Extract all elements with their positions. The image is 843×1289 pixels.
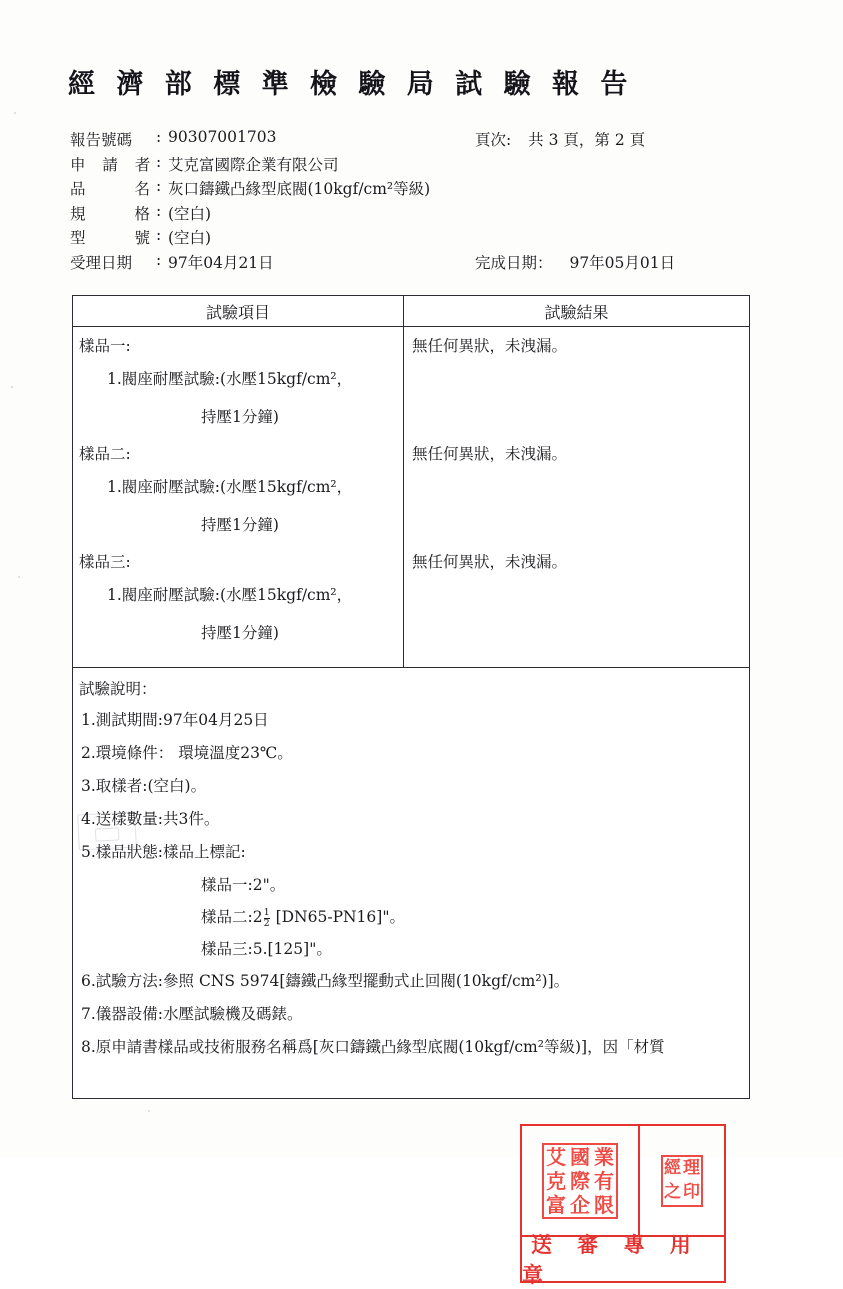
approval-stamp [520,1124,726,1287]
column-header-test-item: 試驗項目 [73,296,404,326]
meta-colon: : [156,250,162,269]
sample-marking-prefix: 樣品一:2" [201,876,270,894]
table-row [73,333,403,441]
table-row [404,549,749,657]
sample-label: 樣品一: [79,337,131,355]
table-body [73,327,749,668]
sample-marking-prefix: 樣品二:2 [201,908,263,926]
test-result-column [404,327,749,667]
sample-label: 樣品二: [79,445,131,463]
page-index-label: 頁次: [475,131,512,149]
stamp-seal-row [522,1126,724,1237]
accept-date-value: 97年04月21日 [168,253,274,272]
completion-date [475,251,675,273]
company-seal-icon [542,1143,618,1219]
sample-marking-suffix: 。 [269,876,286,894]
seal-glyph: 經 [664,1158,681,1178]
meta-row-report-number [70,128,770,153]
test-description-line1: 1.閥座耐壓試驗:(水壓15kgf/cm²， [107,586,353,604]
sample-marking-suffix: [DN65-PN16]"。 [270,908,405,926]
note-item: 2.環境條件： 環境溫度23℃。 [81,744,293,762]
test-description-line2: 持壓1分鐘) [201,624,279,642]
seal-glyph: 印 [683,1182,700,1202]
seal-glyph: 艾 [546,1144,566,1169]
seal-glyph: 富 [546,1192,566,1217]
sample-label: 樣品三: [79,553,131,571]
test-description-line2: 持壓1分鐘) [201,408,279,426]
seal-glyph: 克 [546,1168,566,1193]
stamp-cell-company-seal [522,1126,640,1235]
applicant-value: 艾克富國際企業有限公司 [168,155,339,174]
scan-speck [14,112,16,114]
table-header-row [73,296,749,327]
sample-marking-item [73,901,749,933]
page-title: 經 濟 部 標 準 檢 驗 局 試 驗 報 告 [68,69,634,100]
seal-glyph: 之 [664,1182,681,1202]
seal-glyph: 有 [594,1168,614,1193]
fraction-denominator: 2 [263,917,270,929]
page-index [475,128,645,150]
test-result-value: 無任何異狀，未洩漏。 [412,445,568,463]
personal-seal-icon [661,1155,703,1207]
sample-marking-suffix: 。 [316,940,332,958]
seal-glyph: 業 [594,1144,614,1169]
note-item: 1.測試期間:97年04月25日 [81,711,269,729]
table-row [73,549,403,657]
fraction-half [264,908,270,928]
seal-glyph: 國 [570,1144,590,1169]
model-value: (空白) [168,229,212,247]
stamp-caption: 送 審 專 用 章 [522,1232,700,1287]
meta-colon: : [156,226,162,244]
completion-date-value: 97年05月01日 [569,253,676,272]
test-description-line1: 1.閥座耐壓試驗:(水壓15kgf/cm²， [107,478,353,496]
meta-row-specification [70,202,770,227]
note-item: 3.取樣者:(空白)。 [81,777,207,795]
meta-colon: : [156,128,162,146]
scan-speck [148,1110,150,1112]
column-header-test-result: 試驗結果 [544,302,609,322]
scan-speck [11,386,13,388]
meta-colon: : [156,152,162,171]
seal-glyph: 際 [570,1168,590,1193]
table-row [404,441,749,549]
meta-row-accept-date [70,251,770,276]
meta-row-applicant [70,153,770,178]
test-notes-section [73,668,749,1287]
meta-label: 規 格 [70,204,157,223]
test-item-column [73,327,404,667]
meta-colon: : [156,201,162,220]
notes-title: 試驗說明： [79,680,157,698]
report-header-meta [70,128,770,275]
note-item: 8.原申請書樣品或技術服務名稱爲[灰口鑄鐵凸緣型底閥(10kgf/cm²等級)]，因「材質 [81,1038,665,1056]
product-name-value: 灰口鑄鐵凸緣型底閥(10kgf/cm²等級) [168,180,431,198]
sample-marking-prefix: 樣品三:5.[125]" [201,940,317,958]
sample-marking-item [73,933,749,965]
test-description-line2: 持壓1分鐘) [201,516,279,534]
test-results-table [72,295,750,1287]
meta-label: 報告號碼 [70,131,133,149]
page-index-value: 共 3 頁，第 2 頁 [528,131,646,149]
meta-colon: : [156,177,162,195]
seal-glyph: 限 [594,1192,614,1217]
meta-label: 受理日期 [70,253,133,272]
note-item: 7.儀器設備:水壓試驗機及碼錶。 [81,1005,303,1023]
test-description-line1: 1.閥座耐壓試驗:(水壓15kgf/cm²， [107,370,353,388]
table-row [73,441,403,549]
seal-glyph: 企 [570,1192,590,1217]
report-number-value: 90307001703 [168,128,277,146]
note-item: 4.送樣數量:共3件。 [81,810,220,828]
meta-row-product-name [70,177,770,202]
fraction-numerator: 1 [263,907,270,918]
stamp-cell-personal-seal [640,1126,724,1235]
note-item: 5.樣品狀態:樣品上標記: [81,843,246,861]
sample-marking-item [73,869,749,901]
table-row [404,333,749,441]
note-item: 6.試驗方法:參照 CNS 5974[鑄鐵凸緣型擺動式止回閥(10kgf/cm²)]。 [81,972,570,990]
specification-value: (空白) [168,204,212,223]
meta-row-model [70,226,770,251]
test-result-value: 無任何異狀，未洩漏。 [412,337,568,355]
seal-glyph: 理 [683,1158,700,1178]
test-result-value: 無任何異狀，未洩漏。 [412,553,568,571]
meta-label: 型 號 [70,229,157,247]
meta-label: 品 名 [70,180,157,198]
completion-date-label: 完成日期： [475,253,553,272]
scan-speck [18,576,20,578]
meta-label: 申 請 者 [70,155,157,174]
